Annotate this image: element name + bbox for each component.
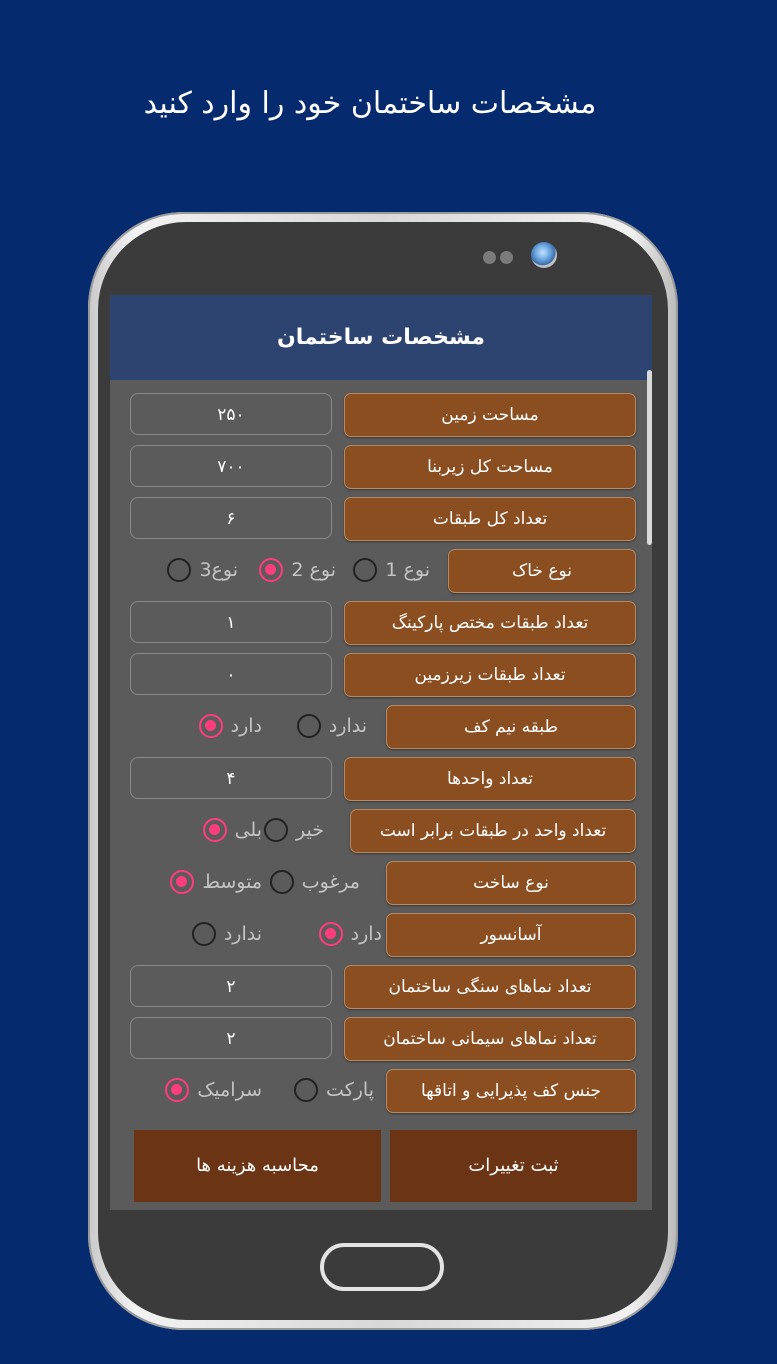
soil-type-option-1[interactable] bbox=[353, 555, 430, 585]
equal-units-option-yes[interactable] bbox=[203, 815, 262, 845]
radio-on-icon[interactable] bbox=[259, 558, 283, 582]
calculate-costs-button[interactable]: محاسبه هزینه ها bbox=[134, 1130, 381, 1202]
total-built-area-input[interactable]: ۷۰۰ bbox=[130, 445, 332, 487]
stone-facades-label: تعداد نماهای سنگی ساختمان bbox=[344, 965, 636, 1009]
save-changes-button[interactable]: ثبت تغییرات bbox=[390, 1130, 637, 1202]
elevator-option-no-text: ندارد bbox=[223, 923, 262, 945]
soil-type-option-2-text: نوع 2 bbox=[291, 559, 336, 581]
mezzanine-option-yes-text: دارد bbox=[230, 715, 262, 737]
parking-floors-label: تعداد طبقات مختص پارکینگ bbox=[344, 601, 636, 645]
land-area-label: مساحت زمین bbox=[344, 393, 636, 437]
radio-on-icon[interactable] bbox=[319, 922, 343, 946]
mezzanine-option-yes[interactable] bbox=[199, 711, 262, 741]
home-button[interactable] bbox=[320, 1243, 444, 1291]
cement-facades-input[interactable]: ۲ bbox=[130, 1017, 332, 1059]
equal-units-option-no[interactable] bbox=[264, 815, 324, 845]
basement-floors-label: تعداد طبقات زیرزمین bbox=[344, 653, 636, 697]
radio-off-icon[interactable] bbox=[353, 558, 377, 582]
soil-type-option-2[interactable] bbox=[259, 555, 336, 585]
soil-type-label: نوع خاک bbox=[448, 549, 636, 593]
equal-units-option-no-text: خیر bbox=[296, 819, 324, 841]
radio-on-icon[interactable] bbox=[165, 1078, 189, 1102]
floor-material-option-ceramic-text: سرامیک bbox=[197, 1079, 262, 1101]
row-elevator bbox=[110, 913, 652, 957]
row-mezzanine bbox=[110, 705, 652, 749]
parking-floors-input[interactable]: ۱ bbox=[130, 601, 332, 643]
elevator-option-yes[interactable] bbox=[319, 919, 382, 949]
equal-units-option-yes-text: بلی bbox=[234, 819, 262, 841]
row-units bbox=[110, 757, 652, 801]
page-headline: مشخصات ساختمان خود را وارد کنید bbox=[143, 86, 597, 121]
radio-off-icon[interactable] bbox=[264, 818, 288, 842]
radio-off-icon[interactable] bbox=[192, 922, 216, 946]
land-area-input[interactable]: ۲۵۰ bbox=[130, 393, 332, 435]
row-stone-facades bbox=[110, 965, 652, 1009]
total-floors-input[interactable]: ۶ bbox=[130, 497, 332, 539]
build-type-option-medium[interactable] bbox=[170, 867, 262, 897]
soil-type-option-1-text: نوع 1 bbox=[385, 559, 430, 581]
radio-off-icon[interactable] bbox=[167, 558, 191, 582]
row-total-built-area bbox=[110, 445, 652, 489]
build-type-label: نوع ساخت bbox=[386, 861, 636, 905]
row-cement-facades bbox=[110, 1017, 652, 1061]
floor-material-label: جنس کف پذیرایی و اتاقها bbox=[386, 1069, 636, 1113]
radio-on-icon[interactable] bbox=[199, 714, 223, 738]
floor-material-option-parquet[interactable] bbox=[294, 1075, 374, 1105]
row-total-floors bbox=[110, 497, 652, 541]
row-floor-material bbox=[110, 1069, 652, 1113]
soil-type-option-3-text: نوع3 bbox=[199, 559, 238, 581]
elevator-label: آسانسور bbox=[386, 913, 636, 957]
screen-title: مشخصات ساختمان bbox=[110, 295, 652, 380]
stone-facades-input[interactable]: ۲ bbox=[130, 965, 332, 1007]
row-soil-type bbox=[110, 549, 652, 593]
total-built-area-label: مساحت کل زیربنا bbox=[344, 445, 636, 489]
units-label: تعداد واحدها bbox=[344, 757, 636, 801]
equal-units-label: تعداد واحد در طبقات برابر است bbox=[350, 809, 636, 853]
build-type-option-premium-text: مرغوب bbox=[301, 871, 360, 893]
app-screen bbox=[110, 295, 652, 1210]
radio-off-icon[interactable] bbox=[297, 714, 321, 738]
total-floors-label: تعداد کل طبقات bbox=[344, 497, 636, 541]
units-input[interactable]: ۴ bbox=[130, 757, 332, 799]
radio-off-icon[interactable] bbox=[294, 1078, 318, 1102]
basement-floors-input[interactable]: ۰ bbox=[130, 653, 332, 695]
radio-on-icon[interactable] bbox=[170, 870, 194, 894]
row-land-area bbox=[110, 393, 652, 437]
elevator-option-yes-text: دارد bbox=[350, 923, 382, 945]
row-basement-floors bbox=[110, 653, 652, 697]
mezzanine-label: طبقه نیم کف bbox=[386, 705, 636, 749]
radio-off-icon[interactable] bbox=[270, 870, 294, 894]
mezzanine-option-no-text: ندارد bbox=[328, 715, 367, 737]
mezzanine-option-no[interactable] bbox=[297, 711, 367, 741]
camera-icon bbox=[531, 242, 557, 268]
radio-on-icon[interactable] bbox=[203, 818, 227, 842]
soil-type-option-3[interactable] bbox=[167, 555, 238, 585]
floor-material-option-ceramic[interactable] bbox=[165, 1075, 262, 1105]
row-parking-floors bbox=[110, 601, 652, 645]
row-build-type bbox=[110, 861, 652, 905]
speaker-icon bbox=[483, 249, 517, 263]
floor-material-option-parquet-text: پارکت bbox=[326, 1079, 374, 1101]
cement-facades-label: تعداد نماهای سیمانی ساختمان bbox=[344, 1017, 636, 1061]
elevator-option-no[interactable] bbox=[192, 919, 262, 949]
row-equal-units bbox=[110, 809, 652, 853]
build-type-option-premium[interactable] bbox=[270, 867, 360, 897]
build-type-option-medium-text: متوسط bbox=[202, 871, 262, 893]
